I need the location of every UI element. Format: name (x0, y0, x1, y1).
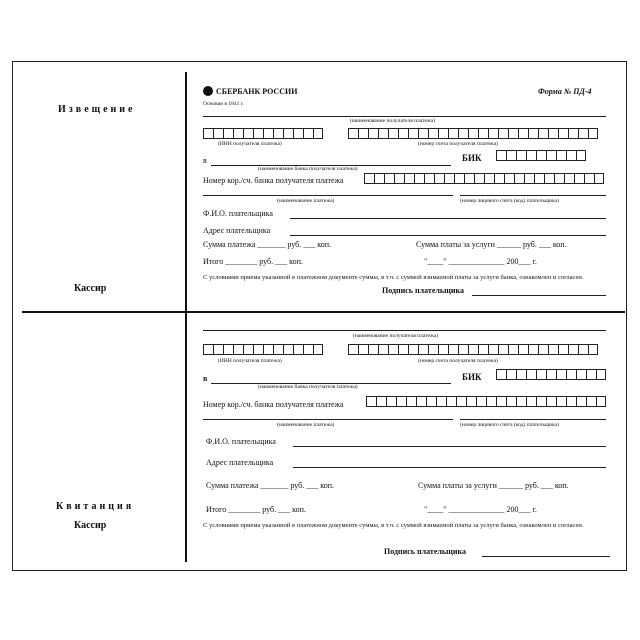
inn-cells-2[interactable] (203, 344, 323, 355)
payer-address-line[interactable] (290, 226, 606, 236)
date-field-2: "____" ______________ 200___ г. (424, 505, 537, 514)
recipient-name-line-2[interactable] (203, 320, 606, 331)
payment-name-caption-2: (наименование платежа) (277, 422, 335, 428)
total-sum-2: Итого ________ руб. ___ коп. (206, 505, 306, 514)
bank-name-caption-2: (наименование банка получателя платежа) (258, 384, 358, 390)
payer-name-label: Ф.И.О. плательщика (203, 209, 273, 218)
payment-sum-2: Сумма платежа _______ руб. ___ коп. (206, 481, 335, 490)
cashier-label-top: Кассир (74, 283, 107, 294)
recipient-name-caption-2: (наименование получателя платежа) (353, 333, 439, 339)
notice-title: Извещение (58, 104, 136, 115)
signature-label: Подпись плательщика (382, 286, 464, 295)
corr-account-label-2: Номер кор./сч. банка получателя платежа (203, 400, 344, 409)
corr-account-cells[interactable] (364, 173, 604, 184)
inn-caption-2: (ИНН получателя платежа) (218, 358, 282, 364)
personal-account-caption: (номер лицевого счета (код) плательщика) (460, 198, 559, 204)
bank-name-line-2[interactable] (211, 374, 451, 384)
account-number-caption-2: (номер счета получателя платежа) (418, 358, 498, 364)
recipient-name-line[interactable] (203, 112, 606, 117)
signature-line[interactable] (472, 286, 606, 296)
corr-account-cells-2[interactable] (366, 396, 606, 407)
bank-name-caption: (наименование банка получателя платежа) (258, 166, 358, 172)
consent-text-2: С условиями приема указанной в платежном документе суммы, в т.ч. с суммой взимаемой платы за услуги банка, ознакомлен и согласен. (203, 522, 584, 529)
in-prefix-2: в (203, 374, 208, 383)
payment-name-caption: (наименование платежа) (277, 198, 335, 204)
payer-name-line[interactable] (290, 209, 606, 219)
total-sum: Итого ________ руб. ___ коп. (203, 257, 303, 266)
bik-cells-2[interactable] (496, 369, 606, 380)
inn-cells[interactable] (203, 128, 323, 139)
inn-caption: (ИНН получателя платежа) (218, 141, 282, 147)
account-number-caption: (номер счета получателя платежа) (418, 141, 498, 147)
payment-sum: Сумма платежа _______ руб. ___ коп. (203, 240, 332, 249)
personal-account-line-2[interactable] (460, 412, 606, 420)
cashier-label-bottom: Кассир (74, 520, 107, 531)
bik-cells[interactable] (496, 150, 586, 161)
signature-label-2: Подпись плательщика (384, 547, 466, 556)
payment-name-line-2[interactable] (203, 412, 453, 420)
payer-address-label-2: Адрес плательщика (206, 458, 274, 467)
receipt-title: Квитанция (56, 501, 135, 512)
bank-name: СБЕРБАНК РОССИИ (216, 86, 298, 96)
consent-text: С условиями приема указанной в платежном документе суммы, в т.ч. с суммой взимаемой платы за услуги банка, ознакомлен и согласен. (203, 274, 584, 281)
personal-account-line[interactable] (460, 188, 606, 196)
service-fee-2: Сумма платы за услуги ______ руб. ___ коп. (418, 481, 569, 490)
payer-address-label: Адрес плательщика (203, 226, 271, 235)
signature-line-2[interactable] (482, 547, 610, 557)
account-number-cells-2[interactable] (348, 344, 598, 355)
corr-account-label: Номер кор./сч. банка получателя платежа (203, 176, 344, 185)
bik-label-2: БИК (462, 372, 482, 382)
sberbank-logo-icon (203, 86, 213, 96)
service-fee: Сумма платы за услуги ______ руб. ___ коп. (416, 240, 567, 249)
personal-account-caption-2: (номер лицевого счета (код) плательщика) (460, 422, 559, 428)
in-prefix: в (203, 156, 207, 165)
bank-name-line[interactable] (211, 156, 451, 166)
account-number-cells[interactable] (348, 128, 598, 139)
horizontal-divider (22, 311, 625, 313)
payer-name-label-2: Ф.И.О. плательщика (206, 437, 276, 446)
payer-name-line-2[interactable] (293, 437, 606, 447)
payment-name-line[interactable] (203, 188, 453, 196)
bik-label: БИК (462, 153, 482, 163)
form-label: Форма № ПД-4 (538, 87, 592, 96)
recipient-name-caption: (наименование получателя платежа) (350, 118, 436, 124)
vertical-divider (185, 72, 187, 562)
bank-since: Основан в 1841 г. (203, 101, 244, 107)
payer-address-line-2[interactable] (293, 458, 606, 468)
date-field: "____" ______________ 200___ г. (424, 257, 537, 266)
bank-logo (203, 86, 297, 96)
